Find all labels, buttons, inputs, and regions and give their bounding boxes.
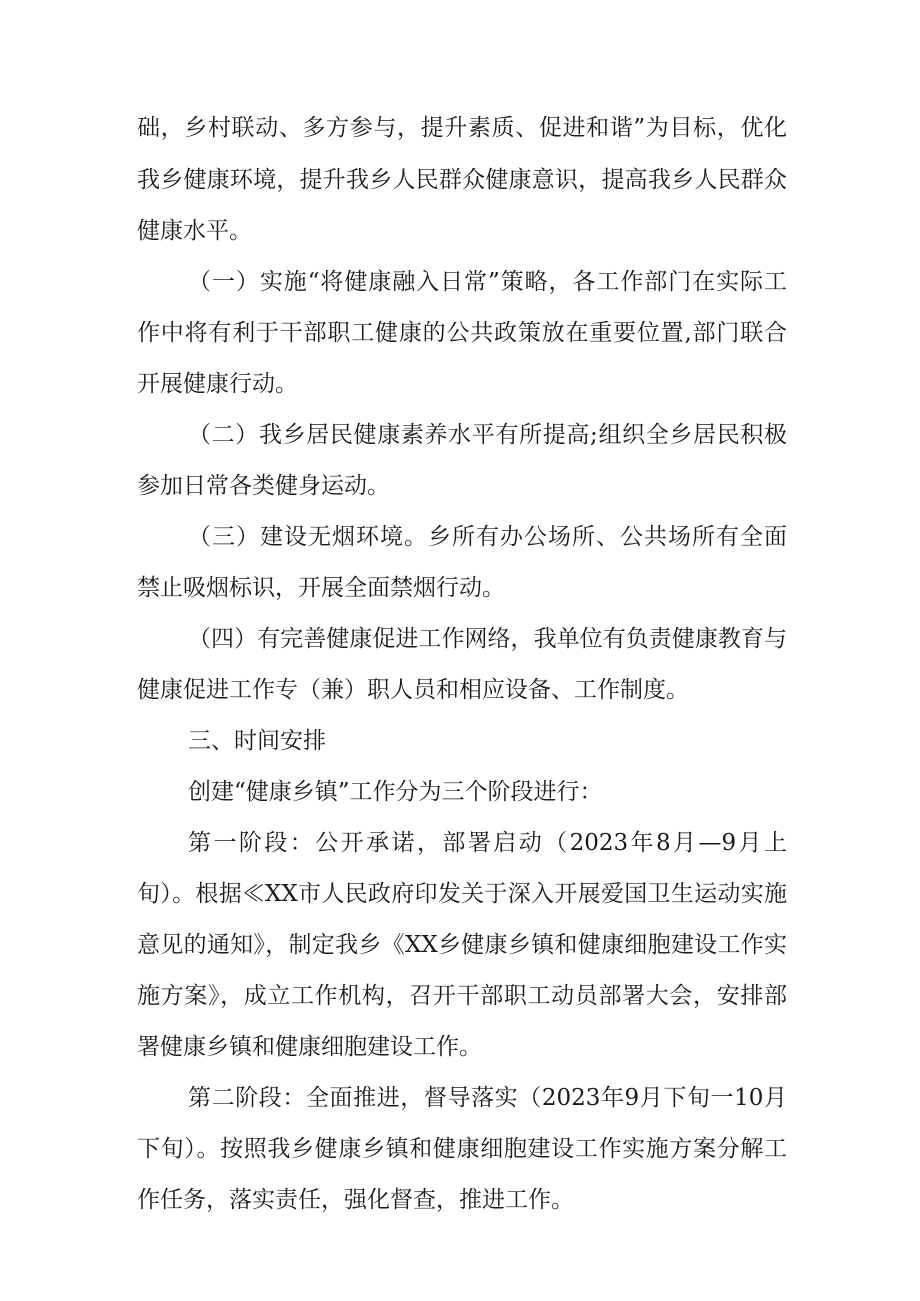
paragraph-line: 创建“健康乡镇”工作分为三个阶段进行：	[188, 779, 603, 805]
paragraph-line: （一）实施“将健康融入日常”策略，各工作部门在实际工	[188, 269, 787, 295]
paragraph-line: 施方案》，成立工作机构，召开干部职工动员部署大会，安排部	[137, 983, 787, 1009]
paragraph-line: 我乡健康环境，提升我乡人民群众健康意识，提高我乡人民群众	[137, 167, 787, 193]
paragraph-line: 健康水平。	[137, 218, 252, 244]
paragraph-line: 作中将有利于干部职工健康的公共政策放在重要位置,部门联合	[137, 320, 787, 346]
paragraph-line: （四）有完善健康促进工作网络，我单位有负责健康教育与	[188, 626, 787, 652]
paragraph-line: （三）建设无烟环境。乡所有办公场所、公共场所有全面	[188, 524, 787, 550]
paragraph-line: 作任务，落实责任，强化督查，推进工作。	[137, 1187, 574, 1213]
paragraph-line: 禁止吸烟标识，开展全面禁烟行动。	[137, 575, 505, 601]
paragraph-line: 第二阶段：全面推进，督导落实（2023年9月下旬一10月	[188, 1085, 787, 1111]
paragraph-line: 署健康乡镇和健康细胞建设工作。	[137, 1034, 482, 1060]
paragraph-line: （二）我乡居民健康素养水平有所提高;组织全乡居民积极	[188, 422, 787, 448]
paragraph-line: 旬）。根据≪XX市人民政府印发关于深入开展爱国卫生运动实施	[137, 881, 787, 907]
paragraph-line: 健康促进工作专（兼）职人员和相应设备、工作制度。	[137, 677, 689, 703]
paragraph-line: 第一阶段：公开承诺，部署启动（2023年8月—9月上	[188, 830, 787, 856]
paragraph-line: 参加日常各类健身运动。	[137, 473, 390, 499]
paragraph-line: 开展健康行动。	[137, 371, 298, 397]
section-heading: 三、时间安排	[188, 728, 326, 754]
paragraph-line: 意见的通知》，制定我乡《XX乡健康乡镇和健康细胞建设工作实	[137, 932, 787, 958]
paragraph-line: 下旬）。按照我乡健康乡镇和健康细胞建设工作实施方案分解工	[137, 1136, 787, 1162]
paragraph-line: 础，乡村联动、多方参与，提升素质、促进和谐”为目标，优化	[137, 115, 787, 141]
